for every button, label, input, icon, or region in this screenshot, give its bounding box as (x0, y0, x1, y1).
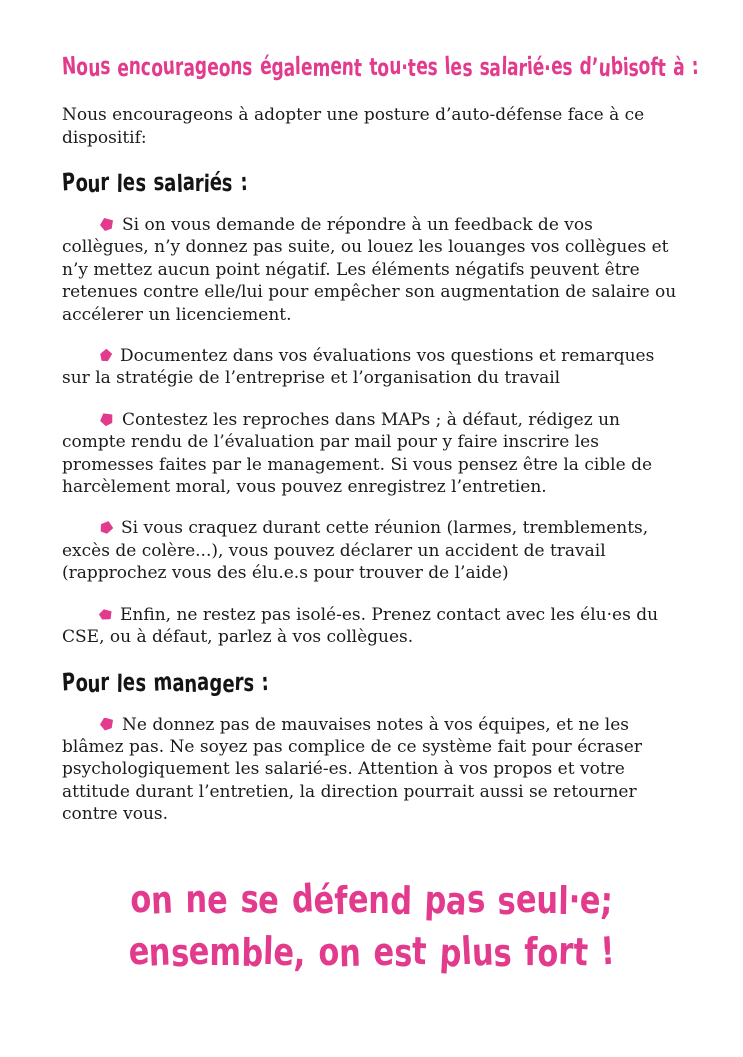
bullet-item (62, 517, 681, 584)
section-heading-salaries: Pour les salariés : (61, 167, 249, 199)
slogan-line-1: on ne se défend pas seul·e; (128, 875, 614, 924)
bullet-text: Contestez les reproches dans MAPs ; à défaut, rédigez un compte rendu de l’évaluation par mail pour y faire inscrire les promesses faites par le management. Si vous pensez être la cible de harcèlement moral, vous pouvez enregistrez l’entretien. (62, 409, 653, 498)
bullet-marker-icon (98, 608, 113, 621)
document-title: Nous encourageons également tou·tes les salarié·es d’ubisoft à : (61, 51, 700, 83)
bullet-marker-icon (98, 347, 113, 363)
bullet-marker-icon (97, 519, 115, 537)
intro-paragraph: Nous encourageons à adopter une posture d’auto-défense face à ce dispositif: (62, 105, 645, 148)
bullet-text: Enfin, ne restez pas isolé-es. Prenez contact avec les élu·es du CSE, ou à défaut, parlez à vos collègues. (62, 604, 659, 648)
bullet-item (62, 604, 681, 649)
bullet-item (62, 714, 681, 826)
slogan-line-2: ensemble, on est plus fort ! (127, 927, 616, 976)
bullet-marker-icon (100, 718, 113, 731)
bullet-item (62, 214, 681, 326)
bullet-item (62, 409, 681, 499)
bullet-text: Si on vous demande de répondre à un feedback de vos collègues, n’y donnez pas suite, ou louez les louanges vos collègues et n’y mettez aucun point négatif. Les éléments négatifs peuvent être retenues contre elle/lui pour empêcher son augmentation de salaire ou accélerer un licenciement. (62, 215, 677, 325)
managers-bullet-list (62, 714, 681, 826)
bullet-text: Ne donnez pas de mauvaises notes à vos équipes, et ne les blâmez pas. Ne soyez pas complice de ce système fait pour écraser psychologiquement les salarié-es. Attention à vos propos et votre attitude durant l’entretien, la direction pourrait aussi se retourner contre vous. (62, 714, 642, 825)
bullet-text: Si vous craquez durant cette réunion (larmes, tremblements, excès de colère...), vous pouvez déclarer un accident de travail (rapprochez vous des élu.e.s pour trouver de l’aide) (62, 518, 649, 584)
bullet-item (62, 345, 681, 390)
section-heading-managers: Pour les managers : (61, 666, 270, 698)
bullet-text: Documentez dans vos évaluations vos questions et remarques sur la stratégie de l’entreprise et l’organisation du travail (62, 346, 655, 389)
bullet-marker-icon (99, 412, 114, 427)
bullet-marker-icon (100, 218, 113, 231)
closing-slogan (62, 874, 681, 978)
salaries-bullet-list (62, 214, 681, 649)
